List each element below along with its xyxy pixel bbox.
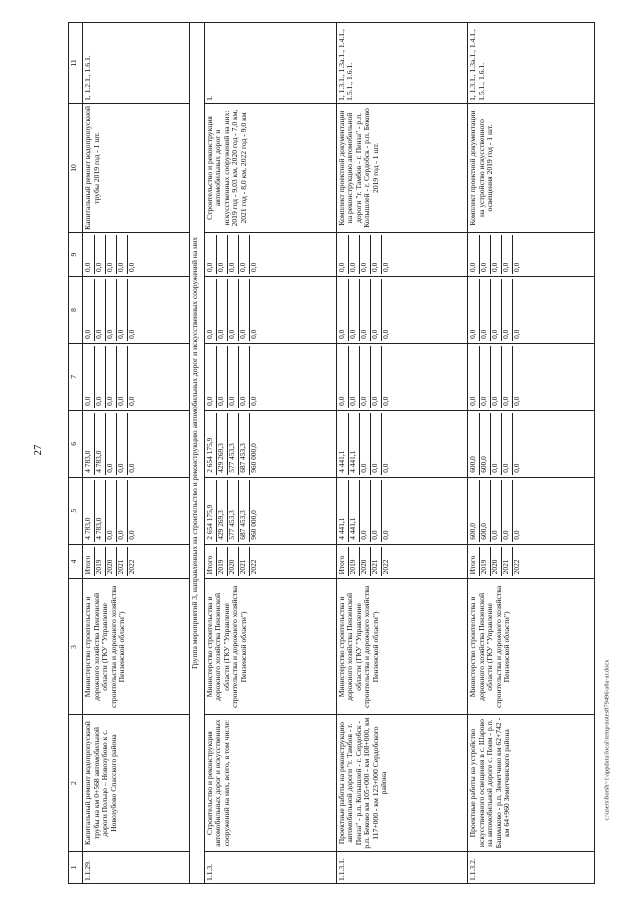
funding-c7-value: 0,0 bbox=[227, 346, 238, 408]
funding-c5-value: 4 783,0 bbox=[84, 480, 95, 542]
years-value: 2021 bbox=[502, 547, 513, 577]
table-row bbox=[83, 23, 189, 884]
funding-c9-value: 0,0 bbox=[502, 235, 513, 274]
column-number-row bbox=[69, 23, 83, 884]
funding-c8-value: 0,0 bbox=[348, 279, 359, 341]
footer-file-path: c:\users\borsh~1\appdata\local\temp\notes879496\a8a-ar.docx bbox=[603, 659, 611, 821]
funding-c7 bbox=[336, 343, 468, 410]
funding-c5 bbox=[204, 477, 336, 544]
years-value: 2020 bbox=[359, 547, 370, 577]
funding-c5 bbox=[468, 477, 595, 544]
funding-c7-value: 0,0 bbox=[370, 346, 381, 408]
funding-c6-value: 4 441,1 bbox=[348, 413, 359, 475]
years-value: 2019 bbox=[480, 547, 491, 577]
funding-c6-value: 0,0 bbox=[380, 463, 390, 473]
col-num: 3 bbox=[69, 579, 83, 715]
funding-c6-value: 577 453,3 bbox=[227, 413, 238, 475]
funding-c5 bbox=[83, 477, 189, 544]
funding-c5-value: 0,0 bbox=[512, 530, 522, 540]
years bbox=[468, 544, 595, 579]
col-num: 8 bbox=[69, 276, 83, 343]
years-value: 2019 bbox=[95, 547, 106, 577]
funding-c9-value: 0,0 bbox=[491, 235, 502, 274]
executor: Министерство строительства и дорожного хозяйства Пензенской области (ГКУ "Управление строительства и дорожного хозяйства Пензенской области") bbox=[83, 579, 189, 715]
funding-c8-value: 0,0 bbox=[469, 279, 480, 341]
funding-c9-value: 0,0 bbox=[95, 235, 106, 274]
expected-result: Комплект проектной документации на реконструкцию автомобильной дороги "г. Тамбов - г. Пенза" - р.п. Колышлей - г. Сердобск - р.п. Беково 2019 год - 1 шт. bbox=[336, 103, 468, 232]
funding-c6-value: 0,0 bbox=[502, 413, 513, 475]
funding-c5-value: 0,0 bbox=[127, 530, 137, 540]
funding-c9 bbox=[468, 233, 595, 277]
funding-c5-value: 600,0 bbox=[469, 480, 480, 542]
years-value: 2020 bbox=[227, 547, 238, 577]
funding-c6-value: 4 441,1 bbox=[338, 413, 349, 475]
years-value: 2022 bbox=[380, 559, 390, 575]
funding-c8-value: 0,0 bbox=[206, 279, 217, 341]
funding-c8 bbox=[336, 276, 468, 343]
funding-c9-value: 0,0 bbox=[370, 235, 381, 274]
funding-c9-value: 0,0 bbox=[248, 262, 258, 272]
years bbox=[83, 544, 189, 579]
funding-c7 bbox=[204, 343, 336, 410]
funding-c7 bbox=[468, 343, 595, 410]
funding-c9-value: 0,0 bbox=[127, 262, 137, 272]
col-num: 11 bbox=[69, 23, 83, 104]
funding-c8 bbox=[83, 276, 189, 343]
years bbox=[204, 544, 336, 579]
indicator-ref: 1, 1.2.1., 1.6.1. bbox=[83, 23, 189, 104]
expected-result: Капитальный ремонт водопропускной трубы 2019 год - 1 шт. bbox=[83, 103, 189, 232]
funding-c6-value: 4 783,0 bbox=[95, 413, 106, 475]
funding-c6-value: 0,0 bbox=[359, 413, 370, 475]
funding-c9-value: 0,0 bbox=[469, 235, 480, 274]
measure-name: Проектные работы на реконструкцию автомобильной дороги "г. Тамбов - г. Пенза" - р.п. Колышлей - г. Сердобск - р.п. Беково км 105+000 - км 108+000, км 117+000 - км 123+000 Сердобского района bbox=[336, 715, 468, 851]
funding-c5-value: 0,0 bbox=[380, 530, 390, 540]
funding-c7-value: 0,0 bbox=[491, 346, 502, 408]
executor: Министерство строительства и дорожного хозяйства Пензенской области (ГКУ "Управление строительства и дорожного хозяйства Пензенской области") bbox=[204, 579, 336, 715]
program-table bbox=[68, 22, 595, 884]
years-value: 2020 bbox=[106, 547, 117, 577]
funding-c9-value: 0,0 bbox=[359, 235, 370, 274]
years-value: 2021 bbox=[117, 547, 128, 577]
executor: Министерство строительства и дорожного хозяйства Пензенской области (ГКУ "Управление строительства и дорожного хозяйства Пензенской области") bbox=[336, 579, 468, 715]
funding-c5-value: 577 453,3 bbox=[227, 480, 238, 542]
funding-c8-value: 0,0 bbox=[95, 279, 106, 341]
funding-c6-value: 0,0 bbox=[117, 413, 128, 475]
funding-c6 bbox=[336, 410, 468, 477]
funding-c7-value: 0,0 bbox=[117, 346, 128, 408]
funding-c5-value: 0,0 bbox=[117, 480, 128, 542]
funding-c6-value: 687 453,3 bbox=[238, 413, 249, 475]
indicator-ref: 1, 1.3.1., 1.3а.1., 1.4.1., 1.5.1., 1.6.1. bbox=[468, 23, 595, 104]
funding-c6-value: 2 654 175,9 bbox=[206, 413, 217, 475]
col-num: 5 bbox=[69, 477, 83, 544]
funding-c9-value: 0,0 bbox=[480, 235, 491, 274]
funding-c7-value: 0,0 bbox=[380, 396, 390, 406]
years-value: 2021 bbox=[238, 547, 249, 577]
funding-c5-value: 687 453,3 bbox=[238, 480, 249, 542]
funding-c9-value: 0,0 bbox=[238, 235, 249, 274]
funding-c6-value: 960 000,0 bbox=[248, 443, 258, 473]
funding-c6-value: 429 269,3 bbox=[216, 413, 227, 475]
indicator-ref: 1, 1.3.1., 1.3а.1., 1.4.1., 1.5.1., 1.6.1. bbox=[336, 23, 468, 104]
row-code: 1.1.3.2. bbox=[468, 851, 595, 883]
years-value: Итого bbox=[338, 547, 349, 577]
funding-c8-value: 0,0 bbox=[502, 279, 513, 341]
funding-c7-value: 0,0 bbox=[502, 346, 513, 408]
funding-c9 bbox=[204, 233, 336, 277]
executor: Министерство строительства и дорожного хозяйства Пензенской области (ГКУ "Управление строительства и дорожного хозяйства Пензенской области") bbox=[468, 579, 595, 715]
years-value: 2021 bbox=[370, 547, 381, 577]
expected-result: Комплект проектной документации на устройство искусственного освещения 2019 год - 1 шт. bbox=[468, 103, 595, 232]
funding-c7-value: 0,0 bbox=[216, 346, 227, 408]
measure-name: Строительство и реконструкция автомобильных дорог и искусственных сооружений на них, всего, в том числе: bbox=[204, 715, 336, 851]
col-num: 2 bbox=[69, 715, 83, 851]
funding-c7-value: 0,0 bbox=[95, 346, 106, 408]
funding-c6 bbox=[204, 410, 336, 477]
page-number: 27 bbox=[32, 444, 44, 456]
document-page bbox=[68, 22, 595, 884]
funding-c9-value: 0,0 bbox=[84, 235, 95, 274]
funding-c8-value: 0,0 bbox=[238, 279, 249, 341]
funding-c8-value: 0,0 bbox=[216, 279, 227, 341]
funding-c5-value: 0,0 bbox=[370, 480, 381, 542]
indicator-ref: 1. bbox=[204, 23, 336, 104]
funding-c5 bbox=[336, 477, 468, 544]
funding-c9-value: 0,0 bbox=[338, 235, 349, 274]
funding-c5-value: 4 783,0 bbox=[95, 480, 106, 542]
funding-c7-value: 0,0 bbox=[469, 346, 480, 408]
row-code: 1.1.3.1. bbox=[336, 851, 468, 883]
funding-c8 bbox=[468, 276, 595, 343]
years-value: 2022 bbox=[127, 559, 137, 575]
funding-c5-value: 4 441,1 bbox=[338, 480, 349, 542]
funding-c7-value: 0,0 bbox=[480, 346, 491, 408]
funding-c5-value: 0,0 bbox=[502, 480, 513, 542]
funding-c8-value: 0,0 bbox=[380, 329, 390, 339]
funding-c5-value: 429 269,3 bbox=[216, 480, 227, 542]
funding-c7-value: 0,0 bbox=[359, 346, 370, 408]
funding-c8-value: 0,0 bbox=[248, 329, 258, 339]
funding-c9-value: 0,0 bbox=[117, 235, 128, 274]
funding-c8-value: 0,0 bbox=[117, 279, 128, 341]
table-row bbox=[468, 23, 595, 884]
years-value: Итого bbox=[84, 547, 95, 577]
row-code: 1.1.29. bbox=[83, 851, 189, 883]
col-num: 1 bbox=[69, 851, 83, 883]
funding-c9-value: 0,0 bbox=[348, 235, 359, 274]
funding-c5-value: 0,0 bbox=[491, 480, 502, 542]
funding-c8 bbox=[204, 276, 336, 343]
funding-c9-value: 0,0 bbox=[227, 235, 238, 274]
funding-c8-value: 0,0 bbox=[512, 329, 522, 339]
funding-c9-value: 0,0 bbox=[206, 235, 217, 274]
col-num: 4 bbox=[69, 544, 83, 579]
expected-result: Строительство и реконструкция автомобильных дорог и искусственных сооружений на них: 2019 год - 9,03 км, 2020 год - 7,0 км, 2021 год - 8,0 км, 2022 год - 9,0 км bbox=[204, 103, 336, 232]
col-num: 9 bbox=[69, 233, 83, 277]
funding-c7-value: 0,0 bbox=[127, 396, 137, 406]
funding-c6-value: 600,0 bbox=[469, 413, 480, 475]
funding-c6-value: 0,0 bbox=[370, 413, 381, 475]
years-value: 2019 bbox=[348, 547, 359, 577]
funding-c6-value: 0,0 bbox=[106, 413, 117, 475]
years bbox=[336, 544, 468, 579]
funding-c5-value: 0,0 bbox=[359, 480, 370, 542]
funding-c8-value: 0,0 bbox=[491, 279, 502, 341]
funding-c7-value: 0,0 bbox=[512, 396, 522, 406]
table-row bbox=[204, 23, 336, 884]
funding-c6-value: 0,0 bbox=[127, 463, 137, 473]
funding-c5-value: 0,0 bbox=[106, 480, 117, 542]
funding-c7-value: 0,0 bbox=[248, 396, 258, 406]
funding-c7-value: 0,0 bbox=[84, 346, 95, 408]
years-value: 2022 bbox=[248, 559, 258, 575]
funding-c7-value: 0,0 bbox=[338, 346, 349, 408]
funding-c5-value: 4 441,1 bbox=[348, 480, 359, 542]
funding-c5-value: 600,0 bbox=[480, 480, 491, 542]
funding-c9-value: 0,0 bbox=[106, 235, 117, 274]
col-num: 10 bbox=[69, 103, 83, 232]
col-num: 6 bbox=[69, 410, 83, 477]
row-code: 1.1.3. bbox=[204, 851, 336, 883]
funding-c8-value: 0,0 bbox=[127, 329, 137, 339]
funding-c6-value: 0,0 bbox=[491, 413, 502, 475]
funding-c7-value: 0,0 bbox=[348, 346, 359, 408]
group-title: Группа мероприятий 3, направленных на строительство и реконструкцию автомобильных дорог и искусственных сооружений на них bbox=[189, 23, 204, 884]
funding-c7 bbox=[83, 343, 189, 410]
funding-c5-value: 2 654 175,9 bbox=[206, 480, 217, 542]
funding-c9-value: 0,0 bbox=[512, 262, 522, 272]
years-value: 2019 bbox=[216, 547, 227, 577]
funding-c9-value: 0,0 bbox=[216, 235, 227, 274]
funding-c6-value: 4 783,0 bbox=[84, 413, 95, 475]
funding-c9 bbox=[83, 233, 189, 277]
table-row bbox=[336, 23, 468, 884]
funding-c8-value: 0,0 bbox=[84, 279, 95, 341]
funding-c7-value: 0,0 bbox=[238, 346, 249, 408]
funding-c5-value: 960 000,0 bbox=[248, 510, 258, 540]
funding-c6 bbox=[83, 410, 189, 477]
funding-c9-value: 0,0 bbox=[380, 262, 390, 272]
funding-c8-value: 0,0 bbox=[227, 279, 238, 341]
funding-c7-value: 0,0 bbox=[106, 346, 117, 408]
years-value: Итого bbox=[206, 547, 217, 577]
funding-c9 bbox=[336, 233, 468, 277]
years-value: Итого bbox=[469, 547, 480, 577]
funding-c8-value: 0,0 bbox=[106, 279, 117, 341]
measure-name: Капитальный ремонт водопропускной трубы на км 0+568 автомобильной дороги Польцо – Новозубово к с. Новозубово Спасского района bbox=[83, 715, 189, 851]
funding-c7-value: 0,0 bbox=[206, 346, 217, 408]
col-num: 7 bbox=[69, 343, 83, 410]
measure-name: Проектные работы на устройство искусственного освещения в с. Шарово на автомобильной дороге с. Поим - р.п. Башмаково - р.п. Земетчино км 62+742 - км 64+960 Земетчинского района bbox=[468, 715, 595, 851]
years-value: 2020 bbox=[491, 547, 502, 577]
funding-c6 bbox=[468, 410, 595, 477]
years-value: 2022 bbox=[512, 559, 522, 575]
group-row bbox=[189, 23, 204, 884]
funding-c8-value: 0,0 bbox=[338, 279, 349, 341]
funding-c8-value: 0,0 bbox=[359, 279, 370, 341]
funding-c8-value: 0,0 bbox=[480, 279, 491, 341]
funding-c6-value: 0,0 bbox=[512, 463, 522, 473]
funding-c8-value: 0,0 bbox=[370, 279, 381, 341]
funding-c6-value: 600,0 bbox=[480, 413, 491, 475]
